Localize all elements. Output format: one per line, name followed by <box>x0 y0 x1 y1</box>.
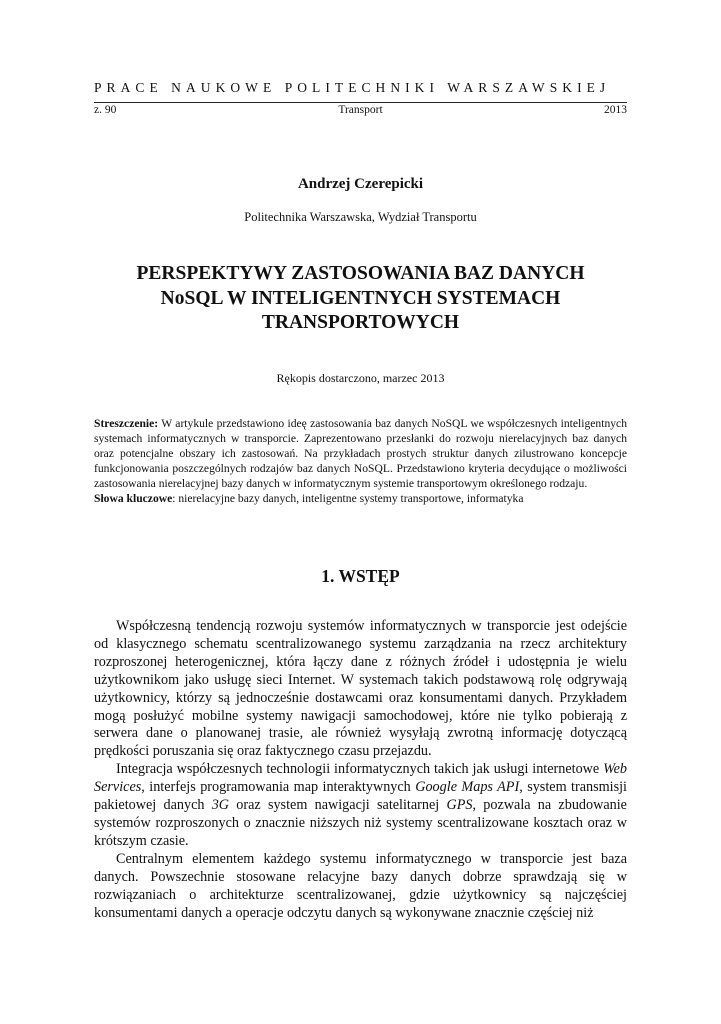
paper-title <box>94 262 627 336</box>
paragraph: Centralnym elementem każdego systemu informatycznego w transporcie jest baza danych. Powszechnie stosowane relacyjne bazy danych dobrze sprawdzają się w rozwiązaniach o architekturze scentralizowanej, gdzie użytkownicy są najczęściej konsumentami danych a operacje odczytu danych są wykonywane znacznie częściej niż <box>94 850 627 921</box>
abstract-text: W artykule przedstawiono ideę zastosowania baz danych NoSQL we współczesnych inteligentnych systemach informatycznych w transporcie. Zaprezentowano przesłanki do rozwoju nierelacyjnych baz danych oraz potencjalne obszary ich zastosowań. Na przykładach prostych struktur danych zilustrowano koncepcje funkcjonowania poszczególnych rodzajów baz danych NoSQL. Przedstawiono kryteria decydujące o możliwości zastosowania nierelacyjnej bazy danych w informatycznym systemie transportowym określonego rodzaju. <box>94 417 627 490</box>
paragraph: Współczesną tendencją rozwoju systemów informatycznych w transporcie jest odejście od klasycznego schematu scentralizowanego systemu zarządzania na rzecz architektury rozproszonej heterogenicznej, która łączy dane z różnych źródeł i udostępnia je wielu użytkownikom jako usługę sieci Internet. W systemach takich podstawową rolę odgrywają użytkownicy, którzy są jednocześnie dostawcami oraz konsumentami danych. Przykładem mogą posłużyć mobilne systemy nawigacji samochodowej, które nie tylko pobierają z serwera dane o planowanej trasie, ale również wysyłają zwrotną informację dotyczącą prędkości poruszania się oraz faktycznego czasu przejazdu. <box>94 618 627 760</box>
journal-name: PRACE NAUKOWE POLITECHNIKI WARSZAWSKIEJ <box>94 80 611 95</box>
text-run: , system transmisji pakietowej danych <box>94 779 627 814</box>
journal-year: 2013 <box>604 104 627 116</box>
keywords-label: Słowa kluczowe <box>94 492 173 505</box>
paragraph <box>94 761 627 851</box>
title-line: TRANSPORTOWYCH <box>261 312 460 333</box>
journal-series: Transport <box>338 104 383 116</box>
author-affiliation: Politechnika Warszawska, Wydział Transportu <box>244 210 477 224</box>
issue-number: z. 90 <box>94 104 117 116</box>
abstract-label: Streszczenie: <box>94 417 159 430</box>
italic-term: Web Services <box>94 761 627 796</box>
section-heading: 1. WSTĘP <box>321 566 400 586</box>
received-date: Rękopis dostarczono, marzec 2013 <box>276 371 445 385</box>
abstract <box>94 416 627 506</box>
text-run: Integracja współczesnych technologii informatycznych takich jak usługi internetowe <box>116 761 604 778</box>
italic-term: 3G <box>211 797 230 814</box>
title-line: PERSPEKTYWY ZASTOSOWANIA BAZ DANYCH <box>136 263 585 284</box>
body-text <box>94 618 627 922</box>
journal-meta-row <box>94 104 627 116</box>
text-run: , pozwala na zbudowanie systemów rozproszonych o znacznie niższych niż systemy scentralizowane kosztach oraz w krótszym czasie. <box>94 797 627 849</box>
title-line: NoSQL W INTELIGENTNYCH SYSTEMACH <box>160 287 561 309</box>
keywords-text: : nierelacyjne bazy danych, inteligentne systemy transportowe, informatyka <box>172 492 524 505</box>
header-rule <box>94 102 627 103</box>
italic-term: GPS <box>446 797 473 814</box>
author-name: Andrzej Czerepicki <box>297 176 424 192</box>
text-run: oraz system nawigacji satelitarnej <box>229 797 447 814</box>
text-run: , interfejs programowania map interaktywnych <box>141 779 416 796</box>
italic-term: Google Maps API <box>415 779 520 796</box>
